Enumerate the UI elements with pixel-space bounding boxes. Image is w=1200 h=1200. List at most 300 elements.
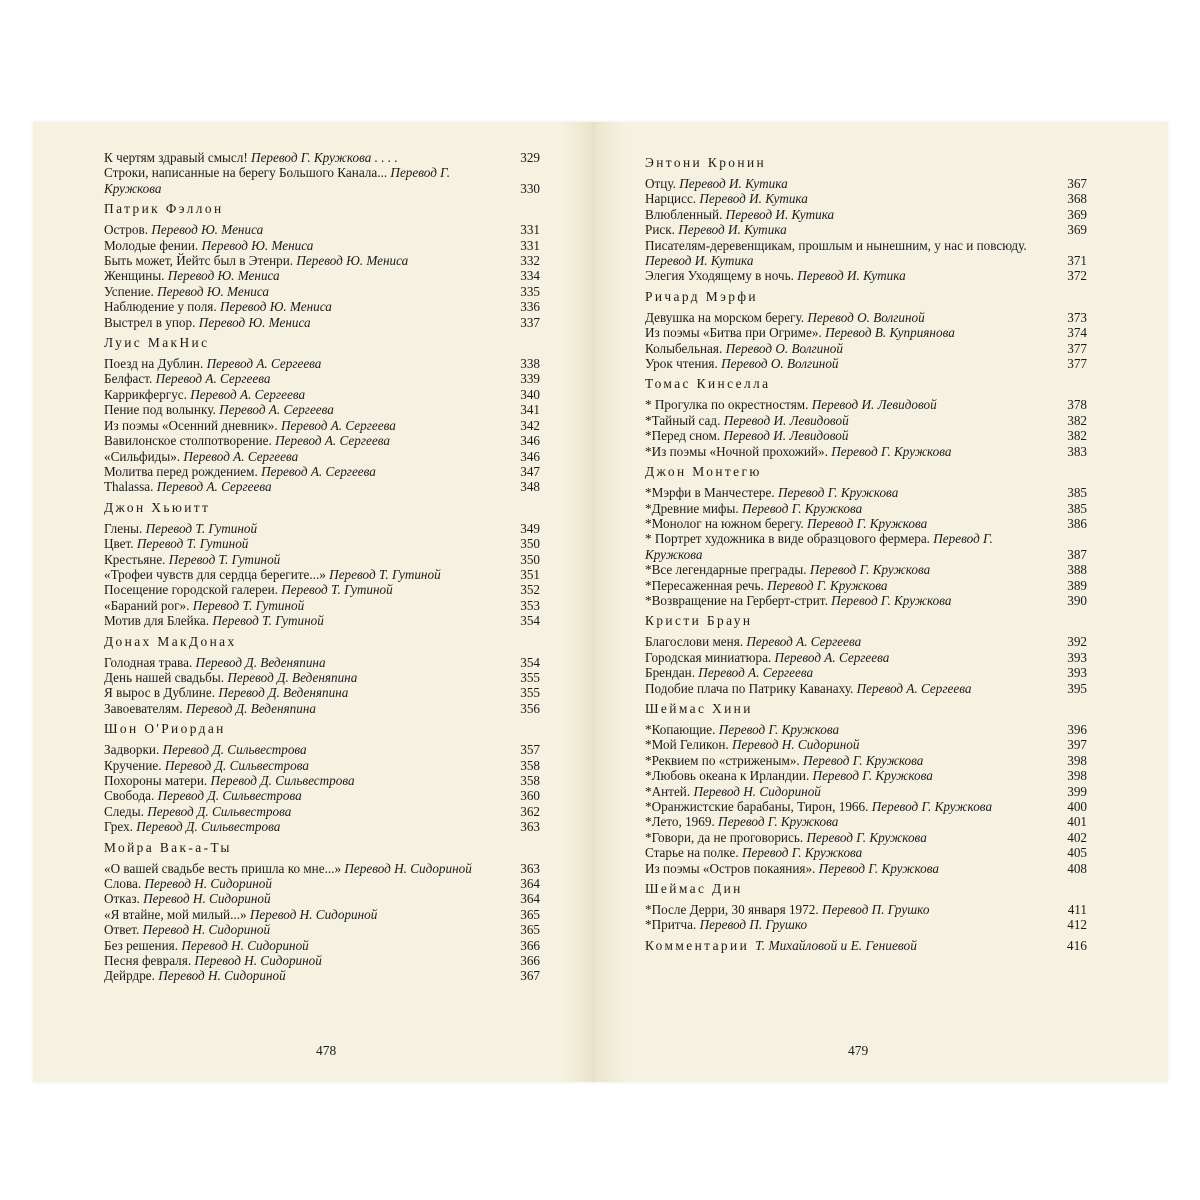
- toc-entry[interactable]: [104, 670, 540, 685]
- entry-translator: Перевод Г. Кружкова: [767, 577, 888, 593]
- toc-entry[interactable]: [104, 819, 540, 834]
- entry-page-number: 342: [520, 417, 540, 433]
- toc-entry[interactable]: [104, 402, 540, 417]
- entry-page-number: 362: [520, 803, 540, 819]
- entry-translator: Перевод Г. Кружкова: [718, 814, 839, 830]
- toc-entry[interactable]: [104, 356, 540, 371]
- entry-page-number: 346: [520, 448, 540, 464]
- entry-text: [104, 804, 508, 819]
- toc-entry[interactable]: [104, 773, 540, 788]
- toc-entry[interactable]: [645, 325, 1087, 340]
- entry-text: [104, 891, 508, 906]
- entry-title: *Пересаженная речь.: [645, 577, 764, 593]
- toc-entry[interactable]: [645, 681, 1087, 696]
- entry-text: [104, 922, 508, 937]
- entry-translator: Перевод Н. Сидориной: [732, 737, 860, 753]
- entry-text: [645, 593, 1055, 608]
- entry-text: [645, 768, 1055, 783]
- entry-translator: Перевод Т. Гутиной: [212, 613, 324, 629]
- entry-page-number: 386: [1067, 515, 1087, 531]
- entry-title: *Тайный сад.: [645, 412, 721, 428]
- entry-text: [104, 449, 508, 464]
- author-section: [104, 500, 540, 629]
- entry-translator: Перевод Т. Гутиной: [329, 566, 441, 582]
- toc-entry[interactable]: [645, 753, 1087, 768]
- entry-page-number: 382: [1067, 412, 1087, 428]
- entry-page-number: 363: [520, 819, 540, 835]
- entry-page-number: 399: [1067, 783, 1087, 799]
- author-section: [645, 289, 1087, 372]
- toc-entry[interactable]: [645, 650, 1087, 665]
- entry-text: [645, 753, 1055, 768]
- toc-entry[interactable]: [104, 552, 540, 567]
- toc-entry[interactable]: [645, 784, 1087, 799]
- entry-translator: Перевод А. Сергеева: [746, 634, 862, 650]
- toc-entry[interactable]: [104, 418, 540, 433]
- entry-page-number: 360: [520, 788, 540, 804]
- entry-text: [645, 176, 1055, 191]
- toc-entry[interactable]: [645, 356, 1087, 371]
- toc-entry[interactable]: [104, 582, 540, 597]
- entry-page-number: 332: [520, 253, 540, 269]
- entry-translator: Перевод Ю. Мениса: [201, 237, 314, 253]
- toc-entry[interactable]: [645, 222, 1087, 237]
- toc-entry[interactable]: [645, 737, 1087, 752]
- entry-translator: Перевод Д. Веденяпина: [227, 669, 358, 685]
- entry-page-number: 411: [1067, 902, 1087, 918]
- entry-translator: Перевод Н. Сидориной: [181, 937, 309, 953]
- entry-page-number: 388: [1067, 562, 1087, 578]
- entry-text: [104, 670, 508, 685]
- toc-entry[interactable]: [104, 284, 540, 299]
- entry-title: Голодная трава.: [104, 654, 193, 670]
- entry-title: *Мэрфи в Манчестере.: [645, 485, 775, 501]
- entry-title: *После Дерри, 30 января 1972.: [645, 902, 819, 918]
- entry-page-number: 337: [520, 314, 540, 330]
- entry-title: * Портрет художника в виде образцового фермера.: [645, 531, 930, 547]
- entry-text: [645, 830, 1055, 845]
- entry-translator: Перевод Г. Кружкова: [831, 443, 952, 459]
- entry-translator: Перевод Н. Сидориной: [249, 906, 378, 922]
- author-section: [645, 938, 1087, 954]
- entry-text: [645, 784, 1055, 799]
- toc-entry[interactable]: [104, 449, 540, 464]
- entry-page-number: 400: [1067, 799, 1087, 814]
- entry-text: [645, 516, 1055, 531]
- toc-entry[interactable]: [104, 938, 540, 953]
- author-name-text: Кристи Браун: [645, 613, 753, 629]
- entry-translator: Перевод Д. Веденяпина: [185, 700, 316, 716]
- entry-text: [645, 578, 1055, 593]
- author-section: [104, 721, 540, 834]
- entry-translator: Перевод Т. Гутиной: [145, 520, 258, 536]
- toc-entry[interactable]: [104, 968, 540, 983]
- entry-text: [104, 402, 508, 417]
- entry-title: Из поэмы «Битва при Огриме».: [645, 325, 822, 341]
- toc-entry[interactable]: [104, 165, 540, 196]
- entry-translator: Перевод П. Грушко: [821, 902, 930, 918]
- entry-translator: Перевод Т. Гутиной: [168, 551, 281, 567]
- author-name: [645, 613, 1087, 629]
- entry-text: [104, 299, 508, 314]
- toc-entry[interactable]: [645, 176, 1087, 191]
- author-name: [104, 840, 540, 856]
- toc-entry[interactable]: [645, 814, 1087, 829]
- toc-entry[interactable]: [645, 799, 1087, 814]
- toc-entry[interactable]: [645, 768, 1087, 783]
- entry-text: [645, 397, 1055, 412]
- entry-text: [104, 742, 508, 757]
- toc-entry[interactable]: [645, 501, 1087, 516]
- entry-page-number: 396: [1067, 721, 1087, 737]
- entry-page-number: 357: [520, 742, 540, 758]
- entry-translator: Перевод А. Сергеева: [206, 356, 322, 372]
- toc-entry[interactable]: [104, 536, 540, 551]
- entry-text: [104, 819, 508, 834]
- entry-translator: Перевод Ю. Мениса: [198, 314, 311, 330]
- entry-translator: Перевод Г. Кружкова: [741, 500, 863, 516]
- right-page-contents: [645, 150, 1087, 959]
- entry-text: [104, 598, 508, 613]
- entry-title: Белфаст.: [104, 371, 153, 387]
- author-name: [645, 701, 1087, 717]
- entry-translator: Перевод В. Куприянова: [825, 325, 955, 341]
- entry-text: [104, 284, 508, 299]
- entry-text: [645, 191, 1055, 206]
- toc-entry[interactable]: [645, 428, 1087, 443]
- entry-translator: Перевод И. Левидовой: [723, 428, 849, 444]
- entry-title: *Копающие.: [645, 721, 716, 737]
- toc-entry[interactable]: [104, 238, 540, 253]
- entry-page-number: 408: [1067, 860, 1087, 876]
- entry-text: [104, 268, 508, 283]
- author-section: [645, 613, 1087, 696]
- entry-text: [104, 582, 508, 597]
- entry-text: [645, 799, 1055, 814]
- entry-title: Похороны матери.: [104, 773, 208, 788]
- entry-translator: Перевод Д. Сильвестрова: [162, 742, 307, 758]
- entry-page-number: 355: [520, 685, 540, 701]
- toc-entry[interactable]: [645, 485, 1087, 500]
- entry-title: Выстрел в упор.: [104, 314, 196, 330]
- entry-translator: Перевод Ю. Мениса: [157, 283, 269, 299]
- entry-title: Наблюдение у поля.: [104, 299, 217, 315]
- entry-title: Посещение городской галереи.: [104, 582, 278, 598]
- toc-entry[interactable]: [645, 413, 1087, 428]
- author-section: [104, 840, 540, 984]
- entry-page-number: 397: [1067, 737, 1087, 753]
- entry-translator: Перевод И. Кутика: [645, 253, 754, 269]
- entry-translator: Перевод Г. Кружкова: [809, 562, 931, 578]
- author-name-text: Джон Хьюитт: [104, 499, 211, 515]
- entry-title: *Лето, 1969.: [645, 814, 715, 830]
- entry-page-number: 366: [520, 953, 540, 969]
- entry-page-number: 355: [520, 669, 540, 685]
- toc-entry[interactable]: [104, 464, 540, 479]
- entry-title: Элегия Уходящему в ночь.: [645, 268, 794, 284]
- entry-translator: Перевод Д. Сильвестрова: [157, 788, 302, 804]
- entry-title: Влюбленный.: [645, 206, 723, 222]
- toc-entry[interactable]: [104, 655, 540, 670]
- toc-entry[interactable]: [645, 578, 1087, 593]
- entry-translator: Перевод О. Волгиной: [721, 356, 839, 372]
- entry-text: [104, 356, 508, 371]
- toc-entry[interactable]: [104, 150, 540, 165]
- entry-page-number: 405: [1067, 845, 1087, 861]
- entry-text: [104, 701, 508, 716]
- toc-entry[interactable]: [104, 371, 540, 386]
- entry-translator: Перевод Д. Веденяпина: [218, 685, 349, 701]
- entry-page-number: 377: [1067, 340, 1087, 356]
- entry-text: [104, 788, 508, 803]
- left-page-contents: [104, 150, 540, 984]
- entry-translator: Перевод Д. Сильвестрова: [136, 819, 281, 835]
- entry-title: Песня февраля.: [104, 953, 192, 969]
- entry-text: [104, 613, 508, 628]
- entry-translator: Перевод Д. Сильвестрова: [147, 803, 292, 819]
- entry-translator: Перевод Г. Кружкова: [818, 860, 939, 876]
- toc-entry[interactable]: [645, 722, 1087, 737]
- toc-entry[interactable]: [104, 891, 540, 906]
- entry-text: [104, 861, 508, 876]
- author-name-text: Шеймас Хини: [645, 700, 753, 716]
- author-name: [104, 201, 540, 217]
- entry-title: *Перед сном.: [645, 428, 721, 444]
- entry-page-number: 358: [520, 757, 540, 773]
- entry-translator: Перевод П. Грушко: [699, 917, 808, 933]
- toc-entry[interactable]: [645, 238, 1087, 269]
- toc-entry[interactable]: [645, 268, 1087, 283]
- toc-entry[interactable]: [104, 613, 540, 628]
- entry-title: Вавилонское столпотворение.: [104, 433, 272, 449]
- toc-entry[interactable]: [104, 758, 540, 773]
- toc-entry[interactable]: [645, 861, 1087, 876]
- author-section: [645, 376, 1087, 459]
- toc-entry[interactable]: [645, 444, 1087, 459]
- entry-text: [645, 356, 1055, 371]
- toc-entry[interactable]: [645, 917, 1087, 932]
- author-name-text: Комментарии: [645, 937, 750, 953]
- toc-entry[interactable]: [104, 953, 540, 968]
- entry-page-number: 378: [1067, 397, 1087, 413]
- entry-text: [104, 938, 508, 953]
- toc-entry[interactable]: [645, 593, 1087, 608]
- entry-page-number: 369: [1067, 206, 1087, 222]
- entry-title: *Притча.: [645, 917, 697, 933]
- entry-title: Строки, написанные на берегу Большого Канала...: [104, 165, 388, 181]
- entry-title: Молодые фении.: [104, 237, 199, 253]
- author-section: [104, 634, 540, 717]
- entry-translator: Перевод Д. Сильвестрова: [210, 773, 355, 788]
- toc-entry[interactable]: [104, 742, 540, 757]
- toc-entry[interactable]: [645, 830, 1087, 845]
- toc-entry[interactable]: [104, 685, 540, 700]
- author-name: [645, 881, 1087, 897]
- entry-page-number: 336: [520, 299, 540, 315]
- entry-text: [104, 222, 508, 237]
- toc-entry[interactable]: [645, 397, 1087, 412]
- entry-title: *Из поэмы «Ночной прохожий».: [645, 443, 828, 459]
- entry-title: «Сильфиды».: [104, 448, 181, 464]
- entry-translator: Перевод Г. Кружкова: [803, 752, 924, 768]
- entry-text: [104, 552, 508, 567]
- toc-entry[interactable]: [645, 531, 1087, 562]
- entry-text: [104, 907, 508, 922]
- entry-page-number: 366: [520, 937, 540, 953]
- entry-translator: Перевод Г. Кружкова: [831, 592, 952, 608]
- entry-page-number: 330: [520, 180, 540, 196]
- entry-translator: Перевод И. Кутика: [797, 268, 906, 284]
- toc-entry[interactable]: [104, 315, 540, 330]
- entry-text: [104, 876, 508, 891]
- toc-entry[interactable]: [104, 387, 540, 402]
- entry-title: Следы.: [104, 803, 144, 819]
- entry-text: [104, 968, 508, 983]
- entry-translator: Перевод А. Сергеева: [183, 448, 299, 464]
- toc-entry[interactable]: [645, 310, 1087, 325]
- entry-title: День нашей свадьбы.: [104, 669, 225, 685]
- book-gutter: [560, 122, 626, 1082]
- entry-page-number: 349: [520, 520, 540, 536]
- entry-page-number: 365: [520, 922, 540, 938]
- entry-translator: Перевод А. Сергеева: [190, 386, 306, 402]
- entry-page-number: 354: [520, 654, 540, 670]
- entry-title: Городская миниатюра.: [645, 649, 772, 665]
- entry-page-number: 398: [1067, 752, 1087, 768]
- entry-title: *Древние мифы.: [645, 500, 739, 516]
- toc-entry[interactable]: [645, 191, 1087, 206]
- author-name-text: Донах МакДонах: [104, 633, 237, 649]
- author-section: [104, 201, 540, 330]
- entry-title: *Оранжистские барабаны, Тирон, 1966.: [645, 799, 869, 814]
- toc-entry[interactable]: [104, 861, 540, 876]
- toc-entry[interactable]: [104, 268, 540, 283]
- entry-title: Благослови меня.: [645, 634, 744, 650]
- entry-page-number: 347: [520, 463, 540, 479]
- entry-title: *Мой Геликон.: [645, 737, 729, 753]
- entry-page-number: 385: [1067, 500, 1087, 516]
- author-name-text: Джон Монтегю: [645, 464, 762, 480]
- entry-title: Колыбельная.: [645, 340, 723, 356]
- page-number-right: 479: [848, 1043, 869, 1058]
- toc-entry[interactable]: [104, 804, 540, 819]
- entry-translator: Перевод Н. Сидориной: [158, 968, 286, 984]
- entry-translator: Перевод И. Кутика: [725, 206, 835, 222]
- entry-translator: Перевод Н. Сидориной: [194, 953, 322, 969]
- entry-title: Писателям-деревенщикам, прошлым и нынешним, у нас и повсюду.: [645, 237, 1027, 253]
- entry-translator: Перевод Г. Кружкова: [871, 799, 993, 814]
- entry-text: [645, 444, 1055, 459]
- entry-text: [645, 268, 1055, 283]
- entry-page-number: 338: [520, 356, 540, 372]
- toc-entry[interactable]: [645, 634, 1087, 649]
- author-name: [645, 376, 1087, 392]
- entry-translator: Перевод А. Сергеева: [856, 680, 972, 696]
- entry-title: Грех.: [104, 819, 133, 835]
- entry-text: [104, 238, 508, 253]
- entry-page-number: 390: [1067, 592, 1087, 608]
- entry-translator: Перевод Г. Кружкова: [718, 721, 840, 737]
- toc-entry[interactable]: [645, 562, 1087, 577]
- toc-entry[interactable]: [645, 341, 1087, 356]
- toc-entry[interactable]: [104, 299, 540, 314]
- entry-text: [104, 371, 508, 386]
- toc-entry[interactable]: [645, 845, 1087, 860]
- toc-entry[interactable]: [104, 922, 540, 937]
- entry-translator: Перевод Ю. Мениса: [167, 268, 280, 284]
- toc-entry[interactable]: [104, 521, 540, 536]
- entry-title: Из поэмы «Остров покаяния».: [645, 860, 816, 876]
- entry-text: [104, 387, 508, 402]
- toc-entry[interactable]: [645, 902, 1087, 917]
- toc-entry[interactable]: [104, 567, 540, 582]
- entry-title: Я вырос в Дублине.: [104, 685, 216, 701]
- author-name-text: Ричард Мэрфи: [645, 288, 758, 304]
- toc-entry[interactable]: [104, 479, 540, 494]
- author-name: [104, 634, 540, 650]
- entry-title: Свобода.: [104, 788, 155, 804]
- toc-entry[interactable]: [645, 665, 1087, 680]
- toc-entry[interactable]: [645, 207, 1087, 222]
- entry-page-number: 412: [1067, 917, 1087, 933]
- entry-translator: Перевод А. Сергеева: [774, 649, 890, 665]
- toc-entry[interactable]: [104, 876, 540, 891]
- toc-entry[interactable]: [104, 907, 540, 922]
- entry-page-number: 356: [520, 700, 540, 716]
- entry-page-number: 402: [1067, 829, 1087, 845]
- entry-translator: Перевод А. Сергеева: [155, 371, 271, 387]
- toc-entry[interactable]: [104, 222, 540, 237]
- entry-translator: Перевод А. Сергеева: [219, 402, 334, 418]
- author-section: [104, 335, 540, 495]
- entry-translator: Перевод Г. Кружкова: [104, 165, 450, 196]
- entry-text: [645, 238, 1055, 269]
- toc-entry[interactable]: [104, 598, 540, 613]
- entry-title: Глены.: [104, 520, 143, 536]
- toc-entry[interactable]: [104, 433, 540, 448]
- toc-entry[interactable]: [104, 788, 540, 803]
- entry-text: [645, 413, 1055, 428]
- entry-translator: Перевод Н. Сидориной: [693, 783, 821, 799]
- entry-page-number: 401: [1067, 814, 1087, 830]
- entry-text: [645, 531, 1055, 562]
- author-name: [645, 464, 1087, 480]
- entry-text: [104, 521, 508, 536]
- author-name-text: Мойра Вак-а-Ты: [104, 839, 232, 855]
- toc-entry[interactable]: [645, 516, 1087, 531]
- entry-page-number: 416: [1066, 937, 1087, 953]
- author-name-text: Томас Кинселла: [645, 376, 771, 392]
- author-section: [645, 701, 1087, 876]
- toc-entry[interactable]: [104, 253, 540, 268]
- entry-title: Урок чтения.: [645, 356, 718, 372]
- entry-page-number: 352: [520, 582, 540, 598]
- entry-text: [645, 722, 1055, 737]
- toc-entry[interactable]: [104, 701, 540, 716]
- entry-text: [645, 207, 1055, 222]
- entry-title: Женщины.: [104, 268, 165, 284]
- entry-title: Девушка на морском берегу.: [645, 309, 805, 325]
- author-name: [645, 938, 1087, 954]
- entry-title: Подобие плача по Патрику Каванаху.: [645, 680, 854, 696]
- entry-page-number: 368: [1067, 191, 1087, 207]
- entry-text: [645, 562, 1055, 577]
- entry-translator: Перевод Н. Сидориной: [144, 876, 272, 892]
- entry-text: [645, 902, 1055, 917]
- entry-page-number: 340: [520, 386, 540, 402]
- entry-title: Задворки.: [104, 742, 160, 758]
- entry-text: [645, 917, 1055, 932]
